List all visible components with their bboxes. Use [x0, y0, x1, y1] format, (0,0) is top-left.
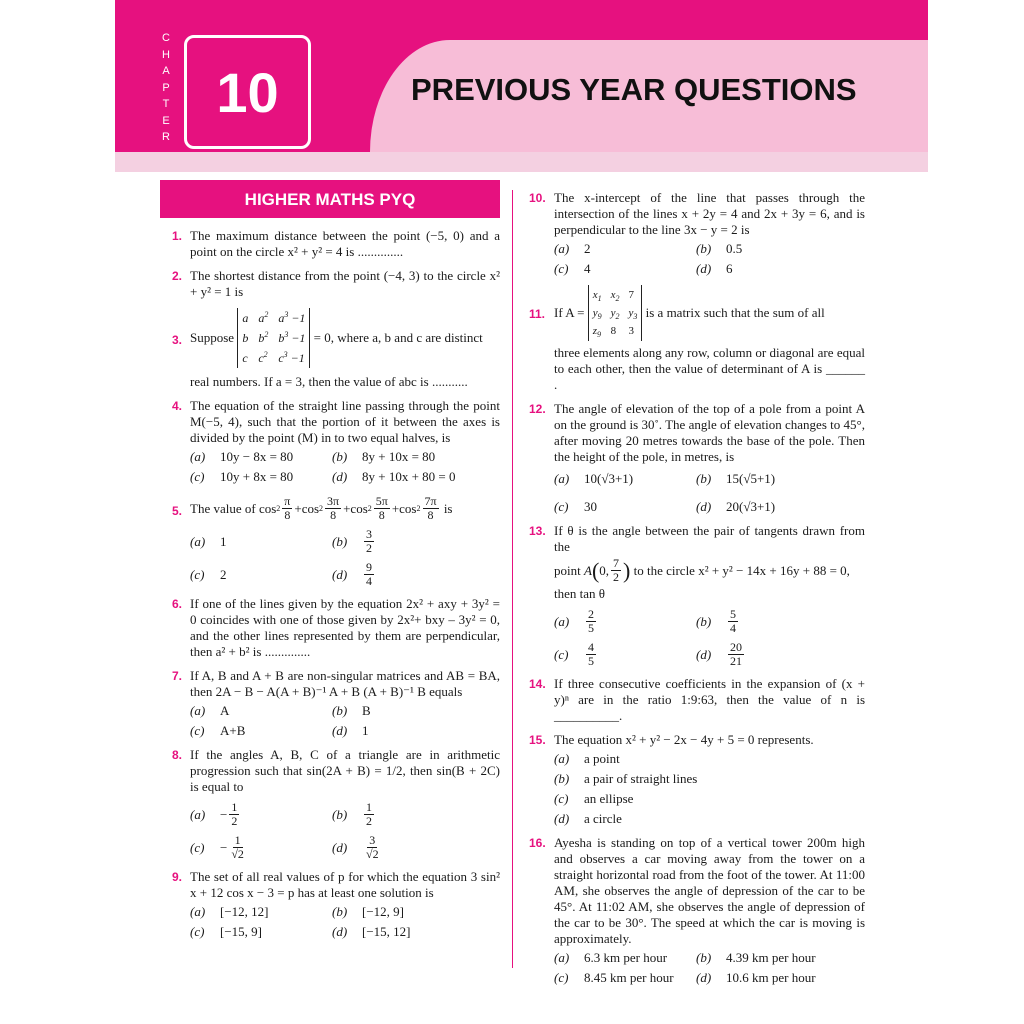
option-a: (a) $\frac{2}{5}$ [554, 607, 594, 635]
answer-options [554, 608, 865, 668]
answer-options [190, 801, 500, 861]
question-16 [529, 835, 865, 986]
option-a: (a) 1 [190, 533, 227, 549]
question-number: 5. [172, 504, 183, 518]
answer-options [190, 528, 500, 588]
option-b: (b) a pair of straight lines [554, 771, 698, 786]
question-number: 12. [529, 402, 546, 416]
column-divider [512, 190, 513, 968]
option-b: (b) [−12, 9] [332, 904, 404, 919]
chapter-label-vertical [159, 30, 173, 146]
question-1 [160, 228, 500, 260]
question-9 [160, 869, 500, 940]
question-text: Suppose [190, 330, 235, 345]
question-number: 9. [172, 870, 183, 884]
question-text: The equation of the straight line passing through the point M(−5, 4), such that the portion of it between the axes is divided by the point (M) in to two equal halves, is [190, 398, 500, 445]
option-d: (d) 1 [332, 723, 369, 738]
question-text: , where a, b and c are distinct [330, 330, 483, 345]
question-text: If A = [554, 305, 585, 320]
question-3: 3. Suppose a $a^2$ $a^3 -1$ b $b^2$ $b^3 -1$ c $c^2$ $c^3 -1$ = 0 , where a, b and c are distinct real numbers. If a = 3, then the value of abc is ........... [160, 308, 500, 390]
page-title: PREVIOUS YEAR QUESTIONS [411, 72, 857, 107]
option-d: (d) $\frac{9}{4}$ [332, 560, 372, 588]
option-d: (d) a circle [554, 811, 622, 826]
answer-options [554, 471, 865, 515]
question-number: 16. [529, 836, 546, 850]
answer-options [554, 241, 865, 277]
answer-options [554, 950, 865, 986]
option-a: (a) 6.3 km per hour [554, 950, 668, 965]
header-bottom-strip [115, 152, 928, 172]
option-d: (d) 20(√3+1) [696, 499, 776, 514]
question-14 [529, 676, 865, 724]
question-text: The set of all real values of p for which the equation 3 sin² x + 12 cos x − 3 = p has at least one solution is [190, 869, 500, 900]
option-c: (c) 2 [190, 566, 227, 582]
question-7 [160, 668, 500, 739]
question-text: real numbers. If a = 3, then the value of abc is ........... [190, 374, 468, 389]
option-b: (b) 0.5 [696, 241, 743, 256]
question-number: 11. [529, 307, 546, 321]
option-b: (b) $\frac{3}{2}$ [332, 527, 372, 555]
question-text: Ayesha is standing on top of a vertical tower 200m high and observes a car moving away from the tower on a straight horizontal road from the foot of the tower. At 11:00 AM, she observes the angle of depression of the car to be 45°. At 11:02 AM, she observes the angle of depression of the car to be 30°. The speed at which the car is moving is approximately. [554, 835, 865, 946]
chapter-letter: C [162, 32, 170, 44]
chapter-letter: P [162, 81, 170, 94]
question-number: 6. [172, 597, 183, 611]
chapter-letter: T [162, 98, 170, 110]
question-text: The equation x² + y² − 2x − 4y + 5 = 0 represents. [554, 732, 814, 747]
option-a: (a) − $\frac{1}{2}$ [190, 800, 238, 828]
question-text: point [554, 562, 581, 578]
chapter-letter: R [162, 131, 170, 143]
question-2 [160, 268, 500, 300]
option-a: (a) A [190, 703, 230, 718]
option-c: (c) A+B [190, 723, 246, 738]
option-b: (b) 4.39 km per hour [696, 950, 816, 965]
chapter-letter: E [162, 114, 170, 127]
chapter-letter: A [162, 65, 170, 77]
question-text: The x-intercept of the line that passes through the intersection of the lines x + 2y = 4 and 2x + 3y = 6, and is perpendicular to the line 3x − y = 2 is [554, 190, 865, 237]
question-text: The value of [190, 500, 256, 516]
matrix: $x_1$ $x_2$ 7 $y_9$ $y_2$ $y_3$ $z_9$ 8 3 [588, 285, 643, 341]
option-b: (b) B [332, 703, 371, 718]
answer-options [554, 751, 865, 827]
option-d: (d) 6 [696, 261, 733, 276]
book-page [115, 0, 928, 1024]
question-number: 15. [529, 733, 546, 747]
option-a: (a) 10y − 8x = 80 [190, 449, 294, 464]
question-number: 14. [529, 677, 546, 691]
question-15 [529, 732, 865, 827]
answer-options [190, 449, 500, 485]
left-column [160, 180, 500, 948]
chapter-header [115, 0, 928, 172]
question-5 [160, 495, 500, 588]
question-12 [529, 401, 865, 515]
question-text: then tan θ [554, 586, 605, 601]
question-text: to the circle x² + y² − 14x + 16y + 88 = 0, [633, 562, 850, 578]
option-c: (c) − $\frac{1}{√2}$ [190, 833, 244, 861]
option-c: (c) 30 [554, 499, 597, 514]
right-column [529, 190, 865, 994]
option-b: (b) $\frac{1}{2}$ [332, 800, 372, 828]
question-text: is a matrix such that the sum of all [645, 305, 825, 320]
option-c: (c) 10y + 8x = 80 [190, 469, 294, 484]
option-c: (c) 4 [554, 261, 591, 276]
question-text: is [443, 500, 453, 516]
question-number: 13. [529, 524, 546, 538]
option-d: (d) [−15, 12] [332, 924, 411, 939]
option-b: (b) 15(√5+1) [696, 471, 776, 486]
question-11 [529, 285, 865, 393]
chapter-letter: H [162, 48, 170, 61]
question-number: 2. [172, 269, 183, 283]
question-4 [160, 398, 500, 485]
question-text: If the angles A, B, C of a triangle are in arithmetic progression such that sin(2A + B) = 1/2, then sin(B + 2C) is equal to [190, 747, 500, 794]
option-d: (d) 8y + 10x + 80 = 0 [332, 469, 456, 484]
option-b: (b) $\frac{5}{4}$ [696, 607, 736, 635]
option-c: (c) 8.45 km per hour [554, 970, 674, 985]
question-text: If A, B and A + B are non-singular matrices and AB = BA, then 2A − B − A(A + B)⁻¹ A + B (A + B)⁻¹ B equals [190, 668, 500, 699]
determinant: a $a^2$ $a^3 -1$ b $b^2$ $b^3 -1$ c $c^2$ $c^3 -1$ [237, 308, 310, 368]
question-number: 4. [172, 399, 183, 413]
question-8 [160, 747, 500, 861]
option-a: (a) 2 [554, 241, 591, 256]
question-text: If three consecutive coefficients in the expansion of (x + y)ⁿ are in the ratio 1:9:63, then the value of n is __________. [554, 676, 865, 723]
option-b: (b) 8y + 10x = 80 [332, 449, 436, 464]
option-d: (d) $\frac{20}{21}$ [696, 640, 742, 668]
question-text: The maximum distance between the point (−5, 0) and a point on the circle x² + y² = 4 is .............. [190, 228, 500, 259]
point-expression: A ( 0, $\frac{7}{2}$ ) [583, 556, 631, 584]
question-text: If one of the lines given by the equation 2x² + axy + 3y² = 0 coincides with one of those given by 2x²+ bxy – 3y² = 0, and the other lines represented by them are perpendicular, then a² + b² is .............. [190, 596, 500, 659]
option-d: (d) $\frac{3}{√2}$ [332, 833, 379, 861]
section-title: HIGHER MATHS PYQ [160, 180, 500, 218]
answer-options [190, 703, 500, 739]
question-number: 1. [172, 229, 183, 243]
question-text: The shortest distance from the point (−4, 3) to the circle x² + y² = 1 is [190, 268, 500, 299]
question-10 [529, 190, 865, 277]
question-13 [529, 523, 865, 668]
question-number: 8. [172, 748, 183, 762]
option-d: (d) 10.6 km per hour [696, 970, 816, 985]
question-number: 7. [172, 669, 183, 683]
question-6 [160, 596, 500, 660]
option-c: (c) an ellipse [554, 791, 634, 806]
cos-expression: cos 2 $\frac{\pi}{8}$ +cos 2 $\frac{3\pi}{8}$ +cos 2 $\frac{5\pi}{8}$ +cos 2 $\frac{7\pi}{8}$ [258, 494, 437, 522]
question-text: three elements along any row, column or diagonal are equal to each other, then the value of determinant of A is ______ . [554, 345, 865, 392]
question-text: The angle of elevation of the top of a pole from a point A on the ground is 30˚. The angle of elevation changes to 45°, after moving 20 metres towards the base of the pole. Then the height of the pole, in metres, is [554, 401, 865, 464]
option-a: (a) 10(√3+1) [554, 471, 634, 486]
question-number: 10. [529, 191, 546, 205]
question-text: If θ is the angle between the pair of tangents drawn from the [554, 523, 865, 554]
option-c: (c) $\frac{4}{5}$ [554, 640, 594, 668]
answer-options [190, 904, 500, 940]
option-a: (a) [−12, 12] [190, 904, 269, 919]
chapter-number: 10 [184, 35, 311, 149]
option-c: (c) [−15, 9] [190, 924, 262, 939]
option-a: (a) a point [554, 751, 620, 766]
question-number: 3. [172, 333, 183, 347]
